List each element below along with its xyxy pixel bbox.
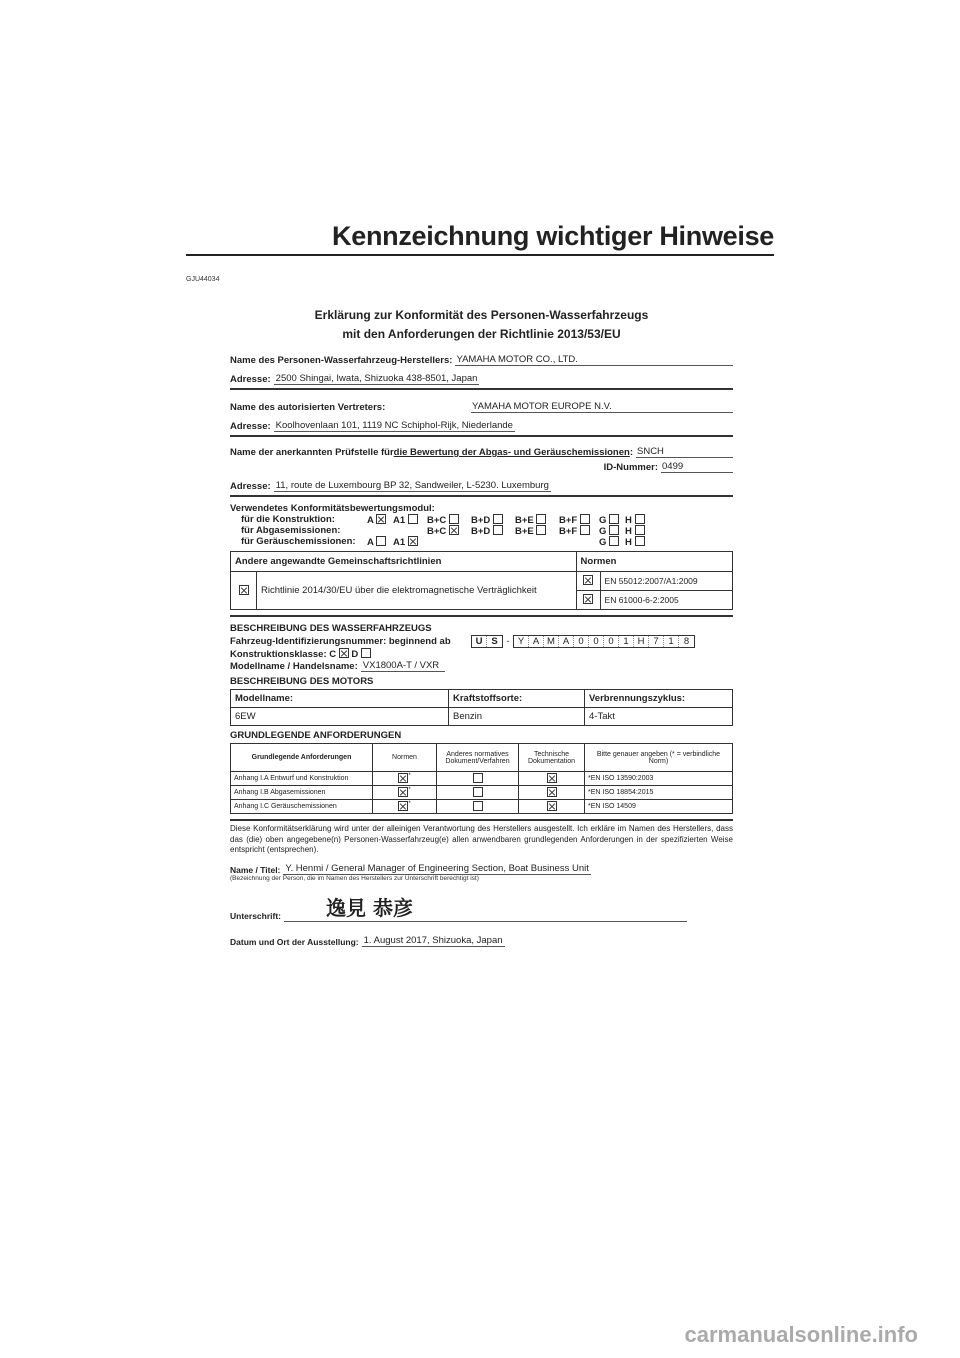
vin-char: 1 — [619, 636, 634, 647]
id-label: ID-Nummer: — [603, 462, 658, 473]
vin-char: M — [544, 636, 559, 647]
engine-header: Verbrennungszyklus: — [585, 690, 733, 708]
star-mark: * — [408, 801, 411, 807]
craft-description — [230, 623, 733, 672]
checkbox-checked — [398, 801, 411, 811]
divider — [230, 615, 733, 617]
id-value: 0499 — [661, 461, 733, 473]
module-code: B+D — [471, 515, 491, 526]
tech-check — [519, 786, 585, 800]
engine-table — [230, 689, 733, 726]
vin-line — [230, 635, 733, 648]
module-code: A1 — [393, 515, 406, 526]
vin-body — [513, 635, 695, 648]
module-code: G — [599, 515, 607, 526]
conformity-declaration — [230, 308, 733, 947]
signature-field — [284, 896, 687, 922]
checkbox — [473, 801, 483, 811]
table-row — [231, 800, 733, 814]
engine-header: Kraftstoffsorte: — [449, 690, 585, 708]
module-code: G — [599, 537, 607, 548]
module-code: B+F — [559, 515, 578, 526]
vin-prefix — [471, 635, 503, 648]
directive-text: Richtlinie 2014/30/EU über die elektromagnetische Verträglichkeit — [257, 572, 577, 610]
checkbox-checked — [398, 773, 411, 783]
date-line — [230, 934, 733, 947]
checkbox-checked — [339, 648, 349, 658]
table-row — [231, 772, 733, 786]
notified-body-line — [230, 443, 733, 458]
norm-check — [373, 786, 437, 800]
norm-value: EN 61000-6-2:2005 — [600, 591, 732, 610]
vin-char: H — [634, 636, 649, 647]
manufacturer-address: 2500 Shingai, Iwata, Shizuoka 438-8501, Japan — [275, 373, 478, 384]
document-code: GJU44034 — [186, 276, 220, 283]
module-code: B+C — [427, 526, 447, 537]
assessment-module — [230, 503, 733, 547]
module-code: A — [367, 537, 374, 548]
divider — [230, 495, 733, 497]
checkbox — [635, 536, 645, 546]
module-row-label: für die Konstruktion: — [241, 514, 335, 525]
checkbox — [361, 648, 371, 658]
module-row-label: für Geräuschemissionen: — [241, 536, 356, 547]
notified-body-colon: : — [629, 447, 633, 458]
req-spec: *EN ISO 13590:2003 — [585, 772, 733, 786]
engine-header: Modellname: — [231, 690, 449, 708]
manufacturer-value: YAMAHA MOTOR CO., LTD. — [455, 354, 733, 366]
address-label: Adresse: — [230, 481, 271, 492]
body-address: 11, route de Luxembourg BP 32, Sandweiler, L-5230. Luxemburg — [275, 480, 549, 491]
vin-char: S — [491, 636, 498, 647]
module-label: Verwendetes Konformitätsbewertungsmodul: — [230, 503, 435, 514]
tech-check — [519, 800, 585, 814]
module-code: B+F — [559, 526, 578, 537]
rep-address: Koolhovenlaan 101, 1119 NC Schiphol-Rijk, Niederlande — [275, 420, 513, 431]
checkbox-checked — [239, 585, 249, 595]
norm-check — [373, 772, 437, 786]
module-row-noise — [230, 536, 733, 547]
notified-body-scope: die Bewertung der Abgas- und Geräuschemissionen — [393, 447, 630, 458]
req-header: Bitte genauer angeben (* = verbindliche Norm) — [585, 744, 733, 772]
name-line — [230, 862, 733, 875]
vin-char: 1 — [664, 636, 679, 647]
module-code: H — [625, 515, 632, 526]
checkbox-checked — [376, 514, 386, 524]
rep-label: Name des autorisierten Vertreters: — [230, 402, 386, 413]
norm-check — [373, 800, 437, 814]
checkbox-checked — [547, 787, 557, 797]
checkbox-checked — [408, 536, 418, 546]
module-row-exhaust — [230, 525, 733, 536]
checkbox — [536, 514, 546, 524]
page-title: Kennzeichnung wichtiger Hinweise — [332, 221, 774, 251]
vin-char: 8 — [683, 636, 690, 647]
vin-char: 7 — [649, 636, 664, 647]
checkbox — [609, 536, 619, 546]
vin-char: 0 — [589, 636, 604, 647]
divider — [230, 388, 733, 390]
divider — [230, 435, 733, 437]
manufacturer-label: Name des Personen-Wasserfahrzeug-Herstellers: — [230, 355, 453, 366]
vin-char: A — [559, 636, 574, 647]
name-note: (Bezeichnung der Person, die im Namen des Herstellers zur Unterschrift berechtigt ist) — [230, 874, 479, 882]
divider — [230, 819, 733, 821]
checkbox-checked — [547, 773, 557, 783]
vin-char: Y — [514, 636, 529, 647]
table-row — [231, 786, 733, 800]
rep-value: YAMAHA MOTOR EUROPE N.V. — [471, 401, 733, 413]
req-name: Anhang I.A Entwurf und Konstruktion — [231, 772, 373, 786]
vin-char: A — [529, 636, 544, 647]
module-code: H — [625, 526, 632, 537]
module-code: G — [599, 526, 607, 537]
signature-label: Unterschrift: — [230, 910, 282, 921]
vin-label: Fahrzeug-Identifizierungsnummer: beginnend ab — [230, 636, 451, 647]
name-label: Name / Titel: — [230, 864, 281, 875]
module-code: B+E — [515, 526, 534, 537]
checkbox-checked — [583, 594, 593, 604]
declaration-title: Erklärung zur Konformität des Personen-Wasserfahrzeugs — [314, 308, 649, 322]
other-check — [437, 786, 519, 800]
date-value: 1. August 2017, Shizuoka, Japan — [363, 934, 503, 946]
checkbox — [609, 514, 619, 524]
model-value: VX1800A-T / VXR — [361, 660, 445, 672]
module-row-label: für Abgasemissionen: — [241, 525, 341, 536]
req-spec: *EN ISO 14509 — [585, 800, 733, 814]
engine-value: Benzin — [449, 708, 585, 726]
other-check — [437, 772, 519, 786]
module-code: A1 — [393, 537, 406, 548]
date-label: Datum und Ort der Ausstellung: — [230, 936, 359, 947]
tech-check — [519, 772, 585, 786]
module-code: B+D — [471, 526, 491, 537]
checkbox — [635, 525, 645, 535]
checkbox — [635, 514, 645, 524]
checkbox-checked — [547, 801, 557, 811]
directive-check-cell — [231, 572, 257, 610]
module-code: A — [367, 515, 374, 526]
vin-dash: - — [506, 636, 510, 647]
norm-value: EN 55012:2007/A1:2009 — [600, 572, 732, 591]
manufacturer-line — [230, 351, 733, 366]
directives-table — [230, 551, 733, 610]
other-check — [437, 800, 519, 814]
checkbox — [473, 787, 483, 797]
declaration-subtitle: mit den Anforderungen der Richtlinie 2013/53/EU — [342, 327, 621, 341]
vin-char: U — [472, 636, 487, 647]
checkbox — [536, 525, 546, 535]
page-header — [186, 221, 774, 256]
address-label: Adresse: — [230, 421, 271, 432]
watermark: carmanualsonline.info — [684, 1322, 918, 1347]
notified-body-value: SNCH — [636, 446, 733, 458]
module-code: B+C — [427, 515, 447, 526]
other-directives-header: Andere angewandte Gemeinschaftsrichtlinien — [231, 552, 577, 572]
checkbox — [449, 514, 459, 524]
req-header: Grundlegende Anforderungen — [231, 744, 373, 772]
checkbox — [493, 525, 503, 535]
declaration-text: Diese Konformitätserklärung wird unter der alleinigen Verantwortung des Herstellers ausgestellt. Ich erkläre im Namen des Herstellers, dass das (die) oben angegebene(n) Personen-Wasserfahrzeug(e) allen anwendbaren grundlegenden Anforderungen in der spezifizierten Weise entspricht (entsprechen). — [230, 824, 733, 854]
checkbox — [376, 536, 386, 546]
engine-desc-heading: BESCHREIBUNG DES MOTORS — [230, 676, 374, 687]
model-label: Modellname / Handelsname: — [230, 661, 358, 672]
checkbox — [473, 773, 483, 783]
signature: 逸見 恭彦 — [326, 895, 413, 920]
notified-body-label: Name der anerkannten Prüfstelle für — [230, 447, 394, 458]
rep-address-line — [230, 417, 733, 432]
engine-value: 4-Takt — [585, 708, 733, 726]
norms-header: Normen — [576, 552, 732, 572]
class-d-label: D — [351, 649, 359, 660]
model-line — [230, 660, 733, 672]
name-value: Y. Henmi / General Manager of Engineering Section, Boat Business Unit — [285, 862, 589, 874]
req-spec: *EN ISO 18854:2015 — [585, 786, 733, 800]
vin-char: 0 — [574, 636, 589, 647]
norm-check-cell — [576, 591, 600, 610]
address-label: Adresse: — [230, 374, 271, 385]
id-line — [230, 458, 733, 473]
req-name: Anhang I.C Geräuschemissionen — [231, 800, 373, 814]
checkbox — [493, 514, 503, 524]
checkbox — [580, 514, 590, 524]
checkbox-checked — [583, 575, 593, 585]
checkbox-checked — [398, 787, 411, 797]
requirements-heading: GRUNDLEGENDE ANFORDERUNGEN — [230, 730, 402, 741]
checkbox-checked — [449, 525, 459, 535]
requirements-table — [230, 743, 733, 814]
class-label: Konstruktionsklasse: C — [230, 649, 337, 660]
manufacturer-address-line — [230, 370, 733, 385]
rep-line — [230, 398, 733, 413]
star-mark: * — [408, 787, 411, 793]
checkbox — [609, 525, 619, 535]
star-mark: * — [408, 773, 411, 779]
engine-value: 6EW — [231, 708, 449, 726]
checkbox — [408, 514, 418, 524]
module-row-construction — [230, 514, 733, 525]
norm-check-cell — [576, 572, 600, 591]
checkbox — [580, 525, 590, 535]
signature-line — [230, 896, 733, 922]
vin-char: 0 — [604, 636, 619, 647]
req-header: Normen — [373, 744, 437, 772]
module-code: B+E — [515, 515, 534, 526]
req-header: Technische Dokumentation — [519, 744, 585, 772]
craft-desc-heading: BESCHREIBUNG DES WASSERFAHRZEUGS — [230, 623, 432, 634]
req-name: Anhang I.B Abgasemissionen — [231, 786, 373, 800]
req-header: Anderes normatives Dokument/Verfahren — [437, 744, 519, 772]
body-address-line — [230, 477, 733, 492]
module-code: H — [625, 537, 632, 548]
class-line — [230, 648, 733, 660]
